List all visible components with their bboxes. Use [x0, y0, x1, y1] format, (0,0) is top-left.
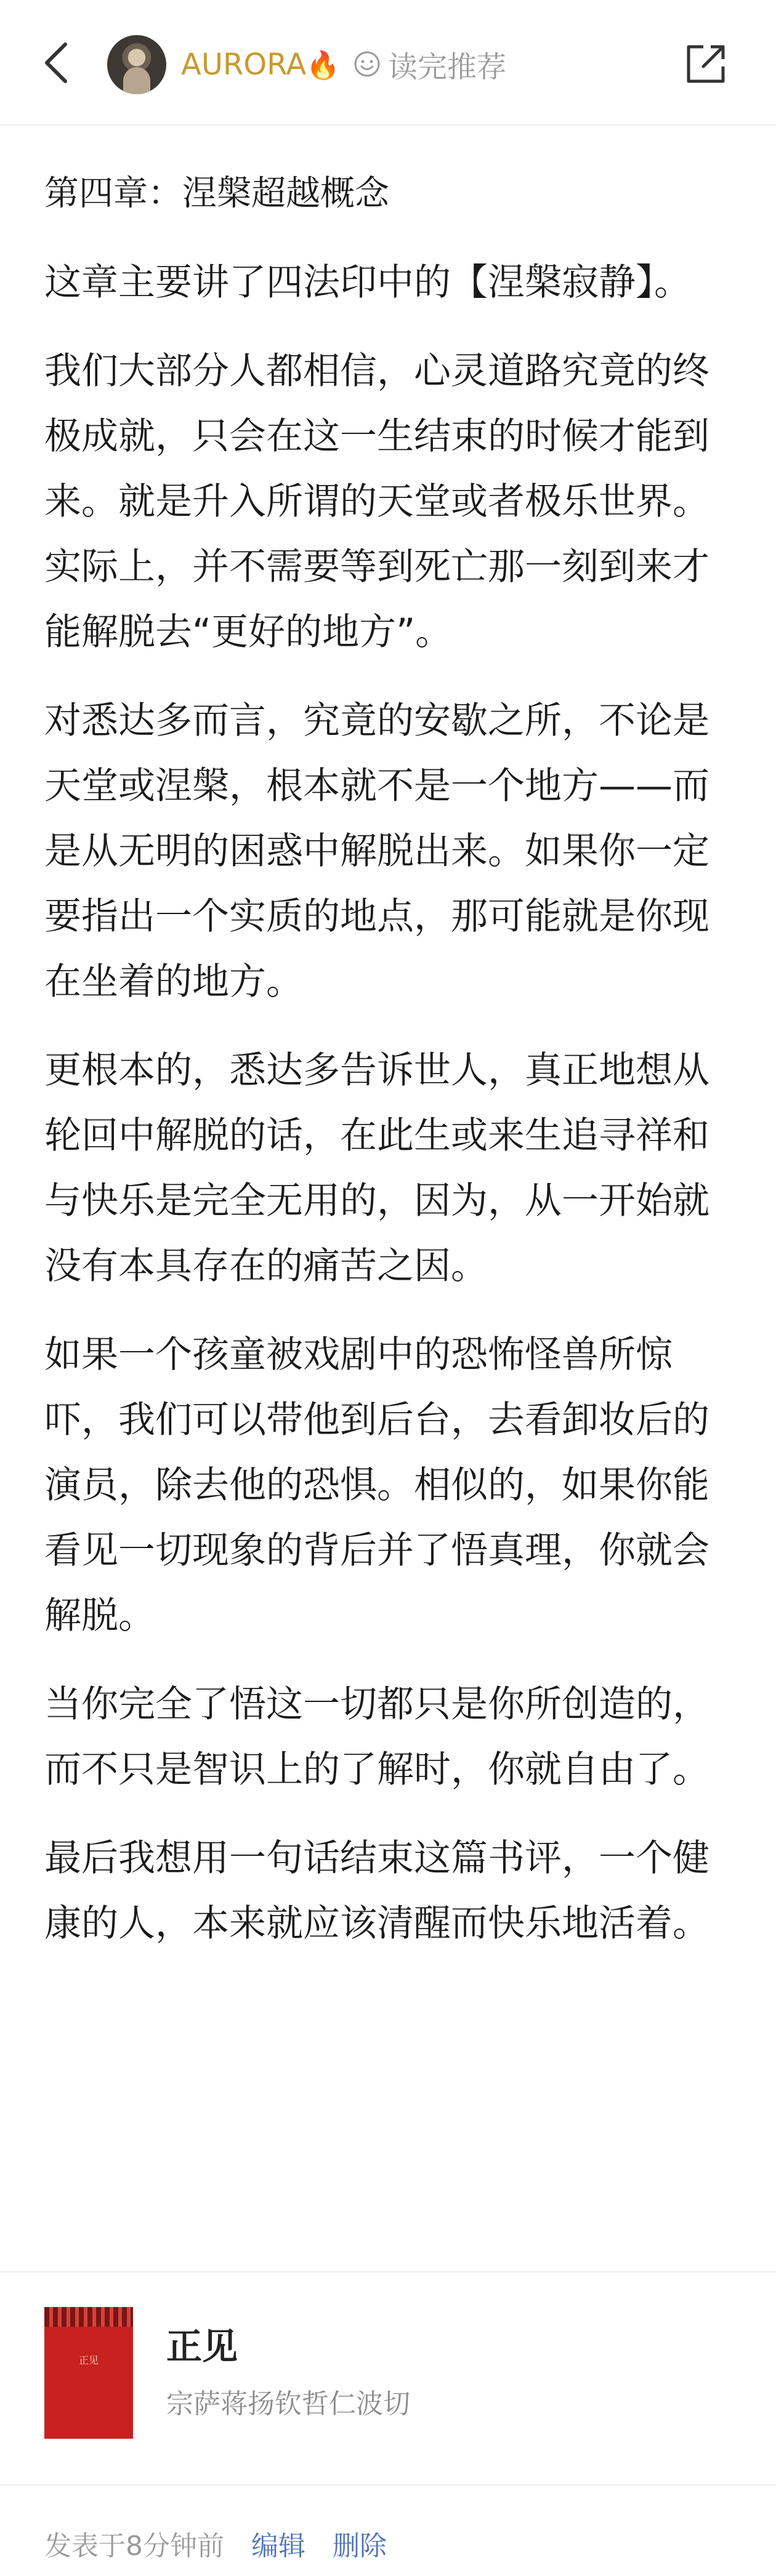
share-arrow-icon: [682, 41, 729, 87]
cover-title: 正见: [78, 2354, 99, 2366]
post-footer: [44, 2525, 387, 2562]
recommend-button[interactable]: [352, 47, 507, 84]
article-paragraph: 我们大部分人都相信，心灵道路究竟的终极成就，只会在这一生结束的时候才能到来。就是升入所谓的天堂或者极乐世界。实际上，并不需要等到死亡那一刻到来才能解脱去“更好的地方”。: [44, 350, 709, 654]
author-name-text: AURORA: [181, 47, 307, 82]
article-body: [44, 161, 732, 1980]
delete-link[interactable]: 删除: [333, 2530, 387, 2562]
article-paragraph: 当你完全了悟这一切都只是你所创造的，而不只是智识上的了解时，你就自由了。: [44, 1683, 709, 1791]
author-name[interactable]: [181, 48, 340, 82]
article-paragraph: 如果一个孩童被戏剧中的恐怖怪兽所惊吓，我们可以带他到后台，去看卸妆后的演员，除去他的恐惧。相似的，如果你能看见一切现象的背后并了悟真理，你就会解脱。: [44, 1333, 709, 1637]
article-paragraph: 这章主要讲了四法印中的【涅槃寂静】。: [44, 261, 691, 304]
cover-pattern: [44, 2307, 133, 2327]
top-navigation-bar: [0, 0, 776, 126]
divider: [0, 2271, 776, 2273]
edit-link[interactable]: 编辑: [251, 2530, 305, 2562]
book-title: 正见: [166, 2325, 238, 2367]
article-paragraph: 更根本的，悉达多告诉世人，真正地想从轮回中解脱的话，在此生或来生追寻祥和与快乐是完全无用的，因为，从一开始就没有本具存在的痛苦之因。: [44, 1049, 709, 1288]
article-paragraph: 对悉达多而言，究竟的安歇之所，不论是天堂或涅槃，根本就不是一个地方——而是从无明的困惑中解脱出来。如果你一定要指出一个实质的地点，那可能就是你现在坐着的地方。: [44, 699, 709, 1003]
recommend-label: 读完推荐: [388, 49, 507, 84]
chapter-title: 第四章：涅槃超越概念: [44, 174, 389, 214]
author-avatar[interactable]: [107, 35, 166, 94]
fire-emoji-icon: 🔥: [306, 50, 341, 81]
book-author: 宗萨蒋扬钦哲仁波切: [166, 2388, 410, 2420]
posted-time: 发表于8分钟前: [44, 2530, 224, 2562]
avatar-figure: [123, 67, 150, 94]
book-cover: [44, 2307, 133, 2439]
chevron-left-icon: [41, 41, 70, 85]
book-card[interactable]: [44, 2307, 732, 2449]
back-button[interactable]: [30, 37, 81, 89]
divider: [0, 2484, 776, 2486]
smile-icon: [352, 49, 382, 79]
share-button[interactable]: [682, 41, 729, 87]
article-paragraph: 最后我想用一句话结束这篇书评，一个健康的人，本来就应该清醒而快乐地活着。: [44, 1837, 709, 1945]
